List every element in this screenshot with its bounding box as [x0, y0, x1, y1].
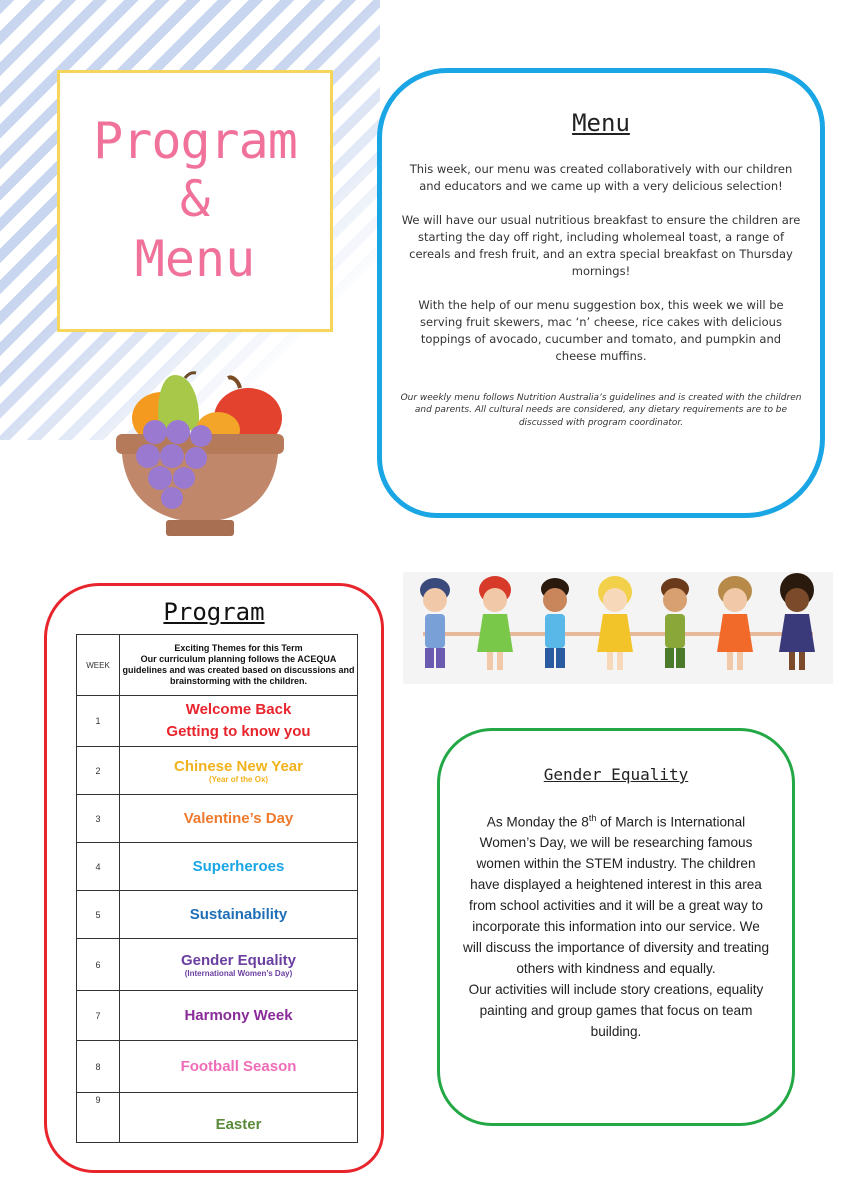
week-number: 3	[77, 795, 120, 843]
theme-label: Gender Equality	[180, 951, 297, 969]
gender-text-start: As Monday the 8	[486, 814, 589, 830]
theme-sub-label: (Year of the Ox)	[208, 774, 269, 784]
program-table	[76, 634, 358, 1143]
table-row	[77, 696, 358, 747]
themes-header-title: Exciting Themes for this Term	[174, 642, 303, 653]
week-number: 8	[77, 1041, 120, 1093]
theme-sub-label: (International Women’s Day)	[184, 968, 293, 978]
theme-label: Harmony Week	[184, 1007, 293, 1024]
theme-cell	[120, 1041, 358, 1093]
table-row	[77, 843, 358, 891]
gender-text-rest: of March is International Women’s Day, we will be researching famous women within the STEM industry. The children have displayed a heightened interest in this area from school activities and it will be a great way to incorporate this information into our service. We will discuss the importance of diversity and treating others with kindness and equally.	[463, 814, 769, 976]
theme-label: Chinese New Year	[174, 757, 303, 775]
menu-paragraph-1: This week, our menu was created collaboratively with our children and educators and we came up with a very delicious selection!	[409, 162, 793, 194]
theme-cell	[120, 747, 358, 795]
theme-label: Sustainability	[189, 906, 288, 923]
menu-paragraph-2: We will have our usual nutritious breakfast to ensure the children are starting the day off right, including wholemeal toast, a range of cereals and fresh fruit, and an extra special breakfast on Thursday mornings!	[401, 212, 801, 279]
menu-note: Our weekly menu follows Nutrition Australia’s guidelines and is created with the children and parents. All cultural needs are considered, any dietary requirements are to be discussed with program coordinator.	[400, 392, 802, 428]
week-number: 5	[77, 891, 120, 939]
title-box	[57, 70, 333, 332]
theme-label: Valentine’s Day	[183, 810, 294, 827]
table-row	[77, 1041, 358, 1093]
week-number: 6	[77, 939, 120, 991]
theme-label: Welcome Back	[185, 700, 292, 718]
week-number: 1	[77, 696, 120, 747]
menu-paragraph-3: With the help of our menu suggestion box, this week we will be serving fruit skewers, mac ‘n’ cheese, rice cakes with delicious toppings of avocado, cucumber and tomato, and pumpkin and cheese muffins.	[418, 297, 784, 364]
gender-equality-activities: Our activities will include story creations, equality painting and group games that focus on team building.	[468, 981, 764, 1039]
theme-label: Superheroes	[192, 858, 285, 875]
children-holding-hands-icon	[403, 572, 833, 684]
table-row	[77, 795, 358, 843]
week-number: 2	[77, 747, 120, 795]
week-number: 7	[77, 991, 120, 1041]
theme-label: Football Season	[180, 1058, 297, 1075]
gender-equality-panel	[437, 728, 795, 1126]
theme-cell	[120, 843, 358, 891]
week-column-header: WEEK	[77, 635, 120, 696]
title-line-ampersand: &	[179, 170, 211, 229]
menu-heading: Menu	[572, 109, 630, 137]
theme-cell	[120, 1093, 358, 1143]
theme-cell	[120, 939, 358, 991]
menu-panel	[377, 68, 825, 518]
theme-cell	[120, 795, 358, 843]
table-row	[77, 991, 358, 1041]
table-header-row	[77, 635, 358, 696]
table-row	[77, 939, 358, 991]
theme-cell	[120, 696, 358, 747]
theme-cell	[120, 891, 358, 939]
program-heading: Program	[163, 598, 265, 626]
fruit-bowl-icon	[100, 370, 300, 550]
title-line-program: Program	[93, 111, 297, 170]
themes-header-description: Our curriculum planning follows the ACEQUA guidelines and was created based on discussions and brainstorming with the children.	[122, 653, 355, 687]
gender-equality-heading: Gender Equality	[543, 765, 689, 784]
theme-label: Easter	[215, 1116, 262, 1133]
table-row	[77, 747, 358, 795]
week-number: 9	[77, 1093, 120, 1143]
theme-cell	[120, 991, 358, 1041]
gender-equality-text	[462, 812, 770, 980]
week-number: 4	[77, 843, 120, 891]
themes-column-header	[120, 635, 358, 696]
ordinal-superscript: th	[588, 813, 597, 823]
table-row	[77, 1093, 358, 1143]
table-row	[77, 891, 358, 939]
theme-sub-label: Getting to know you	[166, 723, 311, 740]
title-line-menu: Menu	[134, 230, 256, 289]
